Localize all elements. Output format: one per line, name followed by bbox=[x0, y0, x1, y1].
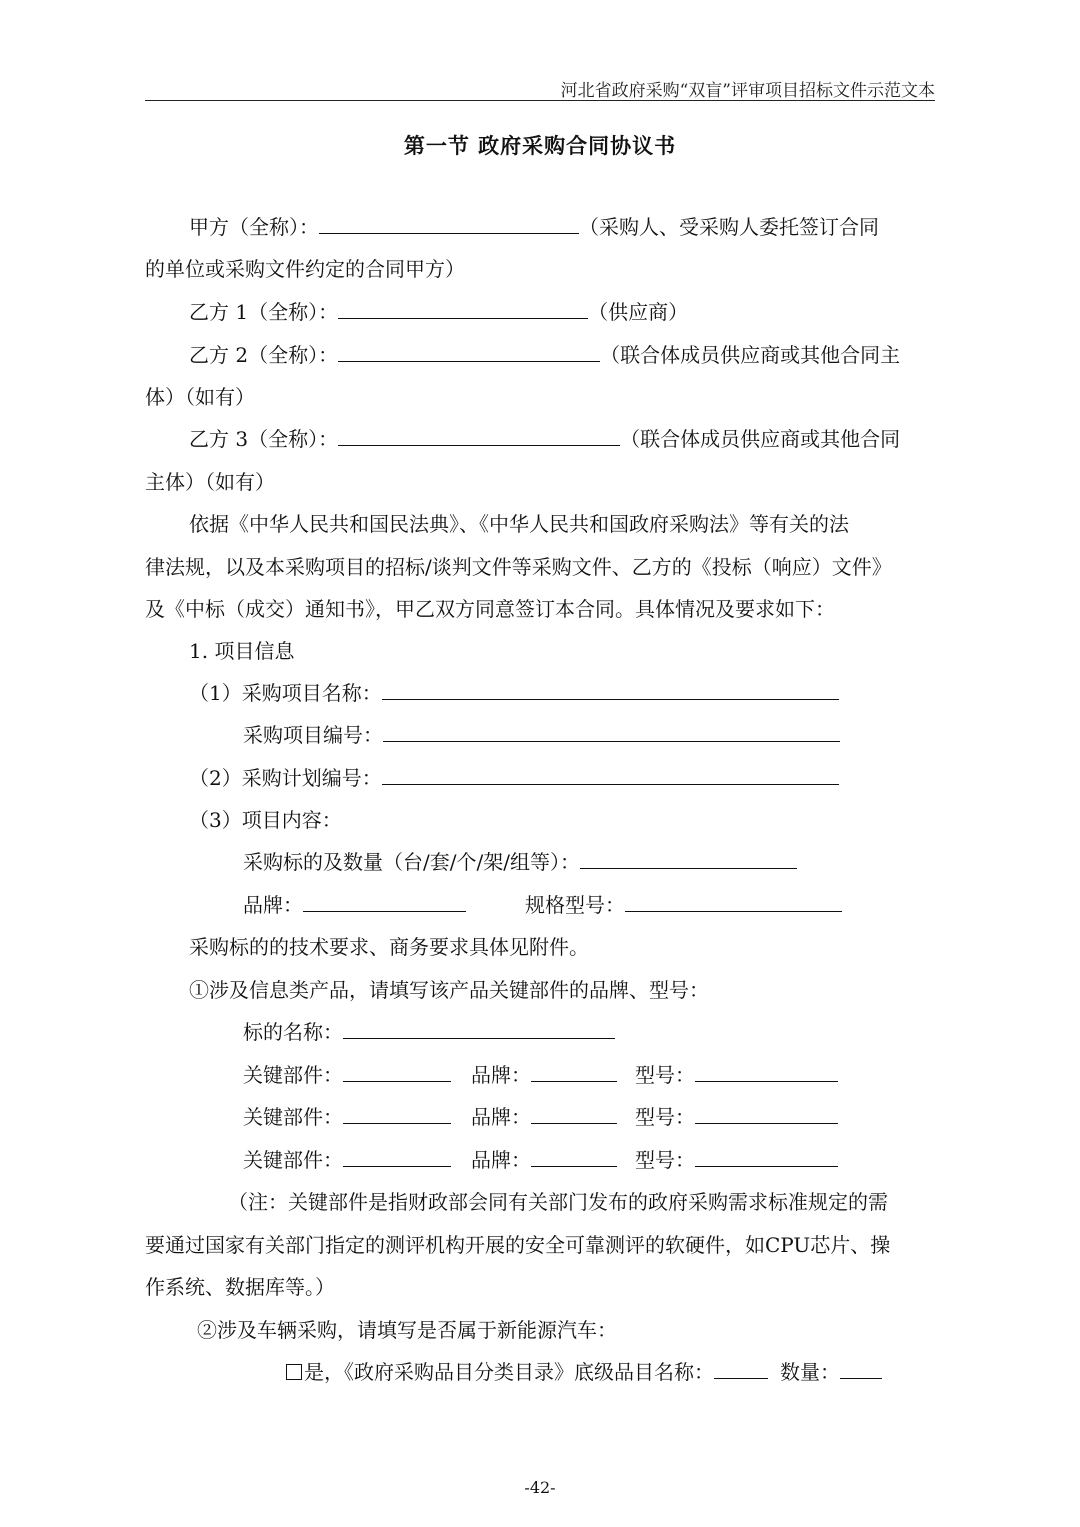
info-products-intro: ①涉及信息类产品，请填写该产品关键部件的品牌、型号： bbox=[189, 978, 709, 1002]
tech-req-text: 采购标的的技术要求、商务要求具体见附件。 bbox=[189, 935, 589, 959]
project-name-line bbox=[189, 679, 839, 707]
party-b2-note: （联合体成员供应商或其他合同主 bbox=[600, 343, 901, 367]
key-part-row bbox=[243, 1103, 451, 1131]
key-part-brand-label: 品牌： bbox=[471, 1063, 531, 1087]
vehicles-yes-line bbox=[286, 1358, 882, 1386]
key-part-model-blank[interactable] bbox=[695, 1061, 838, 1082]
note-line-3: 作系统、数据库等。） bbox=[145, 1275, 335, 1299]
party-a-blank[interactable] bbox=[319, 213, 579, 234]
vehicles-intro: ②涉及车辆采购，请填写是否属于新能源汽车： bbox=[197, 1318, 617, 1342]
key-part-model bbox=[635, 1146, 838, 1174]
content-label: （3）项目内容： bbox=[189, 808, 342, 832]
plan-no-line bbox=[189, 764, 839, 792]
key-part-label: 关键部件： bbox=[243, 1063, 343, 1087]
spec-label: 规格型号： bbox=[525, 893, 625, 917]
party-b3-line bbox=[189, 425, 900, 453]
key-part-model-blank[interactable] bbox=[695, 1103, 838, 1124]
key-part-blank[interactable] bbox=[343, 1103, 451, 1124]
subject-qty-blank[interactable] bbox=[580, 848, 797, 869]
party-b3-note: （联合体成员供应商或其他合同 bbox=[620, 427, 901, 451]
key-part-brand-blank[interactable] bbox=[531, 1061, 617, 1082]
key-part-row bbox=[243, 1061, 451, 1089]
vehicles-qty-label: 数量： bbox=[780, 1360, 840, 1384]
party-a-line bbox=[189, 213, 879, 241]
party-b2-label: 乙方 2（全称）： bbox=[189, 343, 339, 367]
key-part-brand-label: 品牌： bbox=[471, 1105, 531, 1129]
key-part-brand-label: 品牌： bbox=[471, 1148, 531, 1172]
project-name-label: （1）采购项目名称： bbox=[189, 681, 382, 705]
project-name-blank[interactable] bbox=[382, 679, 839, 700]
party-b1-blank[interactable] bbox=[338, 298, 588, 319]
party-a-note-cont: 的单位或采购文件约定的合同甲方） bbox=[145, 257, 465, 281]
note-line-1: （注：关键部件是指财政部会同有关部门发布的政府采购需求标准规定的需 bbox=[228, 1190, 888, 1214]
page-number: -42- bbox=[524, 1478, 556, 1497]
section-title: 第一节 政府采购合同协议书 bbox=[403, 133, 677, 158]
key-part-model-label: 型号： bbox=[635, 1148, 695, 1172]
subject-qty-line bbox=[243, 848, 797, 876]
key-part-label: 关键部件： bbox=[243, 1148, 343, 1172]
spec-blank[interactable] bbox=[625, 891, 842, 912]
key-part-brand-blank[interactable] bbox=[531, 1146, 617, 1167]
project-no-line bbox=[243, 721, 840, 749]
party-b2-note-cont: 体）（如有） bbox=[145, 385, 255, 409]
party-a-label: 甲方（全称）： bbox=[189, 215, 319, 239]
brand-line bbox=[243, 891, 466, 919]
party-b1-line bbox=[189, 298, 688, 326]
plan-no-label: （2）采购计划编号： bbox=[189, 766, 382, 790]
party-b3-note-cont: 主体）（如有） bbox=[145, 470, 275, 494]
brand-blank[interactable] bbox=[303, 891, 466, 912]
subject-name-blank[interactable] bbox=[343, 1018, 615, 1039]
party-a-note: （采购人、受采购人委托签订合同 bbox=[579, 215, 879, 239]
note-line-2: 要通过国家有关部门指定的测评机构开展的安全可靠测评的软硬件，如CPU芯片、操 bbox=[145, 1233, 891, 1257]
quantity-blank[interactable] bbox=[840, 1358, 882, 1379]
basis-line-1: 依据《中华人民共和国民法典》、《中华人民共和国政府采购法》等有关的法 bbox=[189, 512, 849, 536]
key-part-row bbox=[243, 1146, 451, 1174]
running-header: 河北省政府采购“双盲”评审项目招标文件示范文本 bbox=[560, 81, 935, 101]
key-part-label: 关键部件： bbox=[243, 1105, 343, 1129]
party-b2-line bbox=[189, 341, 900, 369]
section-1-heading: 1. 项目信息 bbox=[189, 639, 295, 663]
spec-line bbox=[525, 891, 842, 919]
key-part-model bbox=[635, 1103, 838, 1131]
key-part-blank[interactable] bbox=[343, 1061, 451, 1082]
new-energy-yes-checkbox[interactable] bbox=[286, 1364, 302, 1380]
subject-name-line bbox=[243, 1018, 615, 1046]
plan-no-blank[interactable] bbox=[382, 764, 839, 785]
subject-name-label: 标的名称： bbox=[243, 1020, 343, 1044]
brand-label: 品牌： bbox=[243, 893, 303, 917]
party-b2-blank[interactable] bbox=[338, 341, 600, 362]
key-part-blank[interactable] bbox=[343, 1146, 451, 1167]
project-no-label: 采购项目编号： bbox=[243, 723, 383, 747]
key-part-brand-blank[interactable] bbox=[531, 1103, 617, 1124]
vehicles-yes-label: 是，《政府采购品目分类目录》底级品目名称： bbox=[304, 1360, 714, 1384]
party-b3-blank[interactable] bbox=[338, 425, 620, 446]
party-b1-note: （供应商） bbox=[588, 300, 689, 324]
key-part-model-label: 型号： bbox=[635, 1063, 695, 1087]
key-part-brand bbox=[471, 1146, 617, 1174]
subject-qty-label: 采购标的及数量（台/套/个/架/组等）： bbox=[243, 850, 580, 874]
basis-line-2: 律法规，以及本采购项目的招标/谈判文件等采购文件、乙方的《投标（响应）文件》 bbox=[145, 555, 892, 579]
key-part-model-label: 型号： bbox=[635, 1105, 695, 1129]
project-no-blank[interactable] bbox=[383, 721, 840, 742]
party-b1-label: 乙方 1（全称）： bbox=[189, 300, 339, 324]
basis-line-3: 及《中标（成交）通知书》，甲乙双方同意签订本合同。具体情况及要求如下： bbox=[145, 597, 835, 621]
key-part-model bbox=[635, 1061, 838, 1089]
party-b3-label: 乙方 3（全称）： bbox=[189, 427, 339, 451]
key-part-brand bbox=[471, 1061, 617, 1089]
key-part-model-blank[interactable] bbox=[695, 1146, 838, 1167]
header-rule bbox=[145, 100, 935, 101]
category-name-blank[interactable] bbox=[714, 1358, 768, 1379]
key-part-brand bbox=[471, 1103, 617, 1131]
